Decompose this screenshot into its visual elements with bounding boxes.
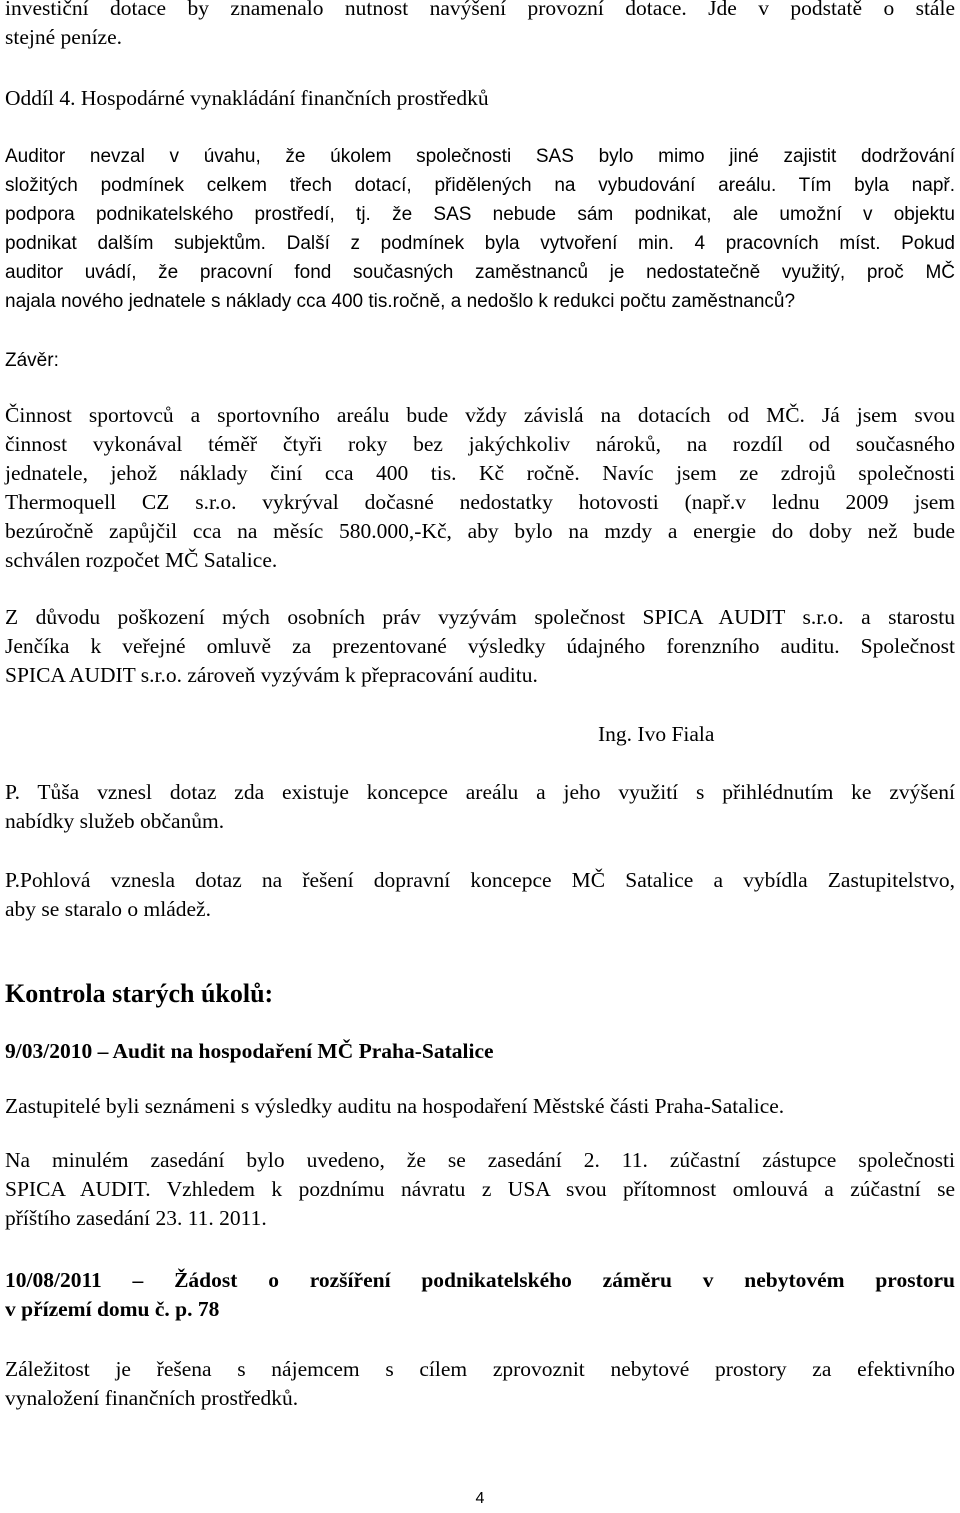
text-line: činnost vykonával téměř čtyři roky bez jakýchkoliv nároků, na rozdíl od současného (5, 432, 955, 456)
text-line: stejné peníze. (5, 25, 123, 49)
text-line: vynaložení finančních prostředků. (5, 1386, 299, 1410)
text-line: Z důvodu poškození mých osobních práv vyzývám společnost SPICA AUDIT s.r.o. a starostu (5, 605, 955, 629)
text-line: jednatele, jehož náklady činí cca 400 tis. Kč ročně. Navíc jsem ze zdrojů společnosti (5, 461, 955, 485)
section-heading: Oddíl 4. Hospodárné vynakládání finančních prostředků (5, 86, 489, 110)
text-line: Jenčíka k veřejné omluvě za prezentované výsledky údajného forenzního auditu. Společnost (5, 634, 955, 658)
text-line: Záležitost je řešena s nájemcem s cílem zprovoznit nebytové prostory za efektivního (5, 1357, 955, 1381)
text-line: 10/08/2011 – Žádost o rozšíření podnikatelského záměru v nebytovém prostoru (5, 1268, 955, 1292)
text-line: aby se staralo o mládež. (5, 897, 211, 921)
text-line: v přízemí domu č. p. 78 (5, 1297, 220, 1321)
task-paragraph (5, 1355, 955, 1413)
text-line: Auditor nevzal v úvahu, že úkolem společnosti SAS bylo mimo jiné zajistit dodržování (5, 146, 955, 167)
task-paragraph: Zastupitelé byli seznámeni s výsledky auditu na hospodaření Městské části Praha-Satalice. (5, 1094, 785, 1118)
text-line: složitých podmínek celkem třech dotací, přidělených na vybudování areálu. Tím byla např. (5, 175, 955, 196)
text-line: Thermoquell CZ s.r.o. vykrýval dočasné nedostatky hotovosti (např.v lednu 2009 jsem (5, 490, 955, 514)
task-title: 9/03/2010 – Audit na hospodaření MČ Praha-Satalice (5, 1039, 494, 1063)
text-line: SPICA AUDIT s.r.o. zároveň vyzývám k přepracování auditu. (5, 663, 538, 687)
text-line: najala nového jednatele s náklady cca 400 tis.ročně, a nedošlo k redukci počtu zaměstnanců? (5, 291, 796, 312)
text-line: podpora podnikatelského prostředí, tj. že SAS nebude sám podnikat, ale umožní v objektu (5, 204, 955, 225)
text-line: příštího zasedání 23. 11. 2011. (5, 1206, 267, 1230)
text-line: podnikat dalším subjektům. Další z podmínek byla vytvoření min. 4 pracovních míst. Pokud (5, 233, 955, 254)
text-line: auditor uvádí, že pracovní fond současných zaměstnanců je nedostatečně využitý, proč MČ (5, 262, 955, 283)
text-line: schválen rozpočet MČ Satalice. (5, 548, 278, 572)
text-line: bezúročně zapůjčil cca na měsíc 580.000,-Kč, aby bylo na mzdy a energie do doby než bude (5, 519, 955, 543)
text-line: Na minulém zasedání bylo uvedeno, že se zasedání 2. 11. zúčastní zástupce společnosti (5, 1148, 955, 1172)
text-line: investiční dotace by znamenalo nutnost navýšení provozní dotace. Jde v podstatě o stále (5, 0, 955, 20)
conclusion-paragraph (5, 401, 955, 575)
question-tusa (5, 778, 955, 836)
intro-paragraph (5, 0, 955, 52)
text-line: P. Tůša vznesl dotaz zda existuje koncepce areálu a jeho využití s přihlédnutím ke zvýšení (5, 780, 955, 804)
signature: Ing. Ivo Fiala (598, 722, 715, 746)
apology-paragraph (5, 603, 955, 690)
conclusion-label: Závěr: (5, 350, 59, 371)
text-line: SPICA AUDIT. Vzhledem k pozdnímu návratu z USA svou přítomnost omlouvá a zúčastní se (5, 1177, 955, 1201)
question-pohlova (5, 866, 955, 924)
task-paragraph (5, 1146, 955, 1233)
task-title (5, 1266, 955, 1324)
text-line: nabídky služeb občanům. (5, 809, 225, 833)
control-heading: Kontrola starých úkolů: (5, 979, 274, 1008)
page-number: 4 (475, 1490, 485, 1507)
auditor-paragraph (5, 142, 955, 316)
text-line: P.Pohlová vznesla dotaz na řešení dopravní koncepce MČ Satalice a vybídla Zastupitelstvo, (5, 868, 955, 892)
text-line: Činnost sportovců a sportovního areálu bude vždy závislá na dotacích od MČ. Já jsem svou (5, 403, 955, 427)
